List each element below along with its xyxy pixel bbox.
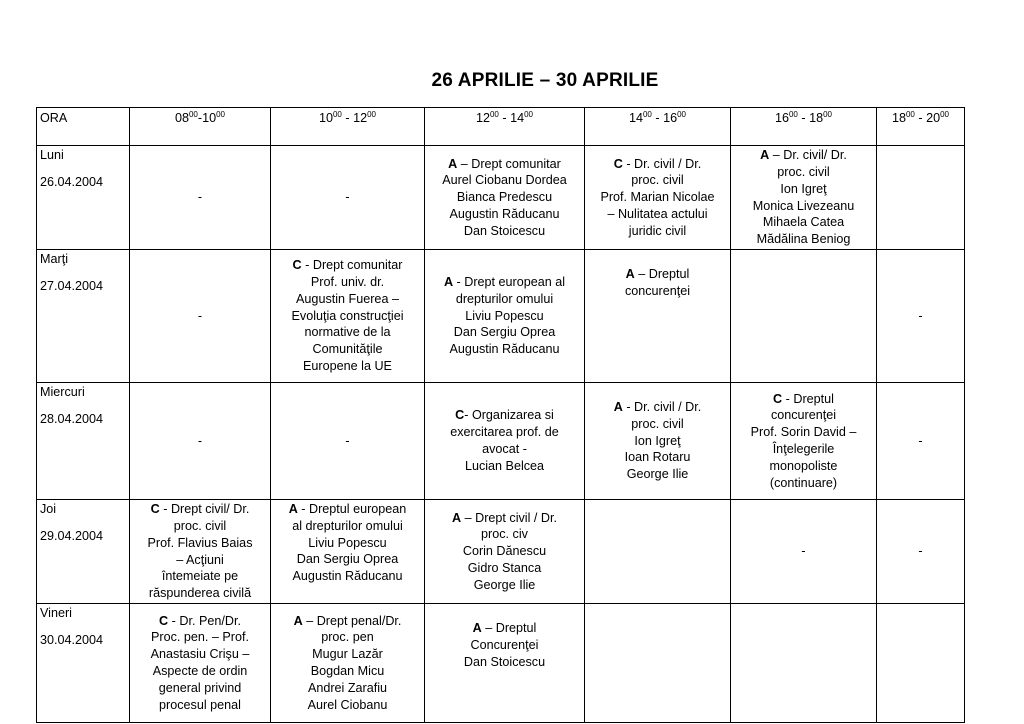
course-cell xyxy=(425,604,585,723)
course-cell xyxy=(731,500,877,604)
slot-start: 10 xyxy=(318,111,333,125)
course-cell xyxy=(271,500,425,604)
slot-start-minutes: 00 xyxy=(188,109,198,119)
course-text: – Drept civil / Dr. proc. civ Corin Dănescu Gidro Stanca George Ilie xyxy=(462,510,557,592)
table-row xyxy=(37,604,965,723)
course-cell xyxy=(130,383,271,500)
slot-start-minutes: 00 xyxy=(788,109,798,119)
slot-end-minutes: 00 xyxy=(216,109,226,119)
course-type: A xyxy=(760,148,770,163)
course-text: – Dr. civil/ Dr. proc. civil Ion Igreţ Monica Livezeanu Mihaela Catea Mădălina Beniog xyxy=(752,148,855,247)
course-text: - xyxy=(918,544,923,559)
slot-start-minutes: 00 xyxy=(905,109,915,119)
day-date: 29.04.2004 xyxy=(40,528,104,543)
course-cell xyxy=(425,146,585,250)
header-slot xyxy=(731,108,877,146)
slot-separator: - xyxy=(341,111,354,125)
slot-end-minutes: 00 xyxy=(940,109,950,119)
page-title: 26 APRILIE – 30 APRILIE xyxy=(431,70,659,91)
day-name: Marţi xyxy=(40,252,68,266)
day-date: 28.04.2004 xyxy=(40,411,104,426)
slot-end-minutes: 00 xyxy=(367,109,377,119)
slot-separator: - xyxy=(651,111,664,125)
course-text: – Dreptul concurenţei xyxy=(624,267,691,298)
course-type: A xyxy=(452,510,462,525)
slot-start: 14 xyxy=(628,111,643,125)
slot-start: 16 xyxy=(774,111,789,125)
day-cell xyxy=(37,250,130,383)
course-type: C xyxy=(292,258,302,273)
course-cell xyxy=(731,383,877,500)
day-name: Vineri xyxy=(40,606,72,620)
slot-end-minutes: 00 xyxy=(677,109,687,119)
course-text: – Dreptul Concurenţei Dan Stoicescu xyxy=(463,621,546,669)
course-type: C xyxy=(150,502,160,517)
header-row xyxy=(37,108,965,146)
course-cell xyxy=(877,500,965,604)
course-text: - Organizarea si exercitarea prof. de avocat - Lucian Belcea xyxy=(450,408,559,473)
slot-start-minutes: 00 xyxy=(489,109,499,119)
course-cell xyxy=(585,383,731,500)
day-date: 27.04.2004 xyxy=(40,278,104,293)
course-cell xyxy=(585,146,731,250)
slot-start: 12 xyxy=(475,111,490,125)
day-name: Miercuri xyxy=(40,385,85,399)
course-cell xyxy=(731,250,877,383)
course-cell xyxy=(731,604,877,723)
course-cell xyxy=(425,383,585,500)
slot-separator: - xyxy=(498,111,511,125)
course-cell xyxy=(877,383,965,500)
table-row xyxy=(37,383,965,500)
course-text: - xyxy=(918,433,923,448)
slot-end: 10 xyxy=(202,111,217,125)
table-row xyxy=(37,146,965,250)
course-cell xyxy=(731,146,877,250)
slot-end-minutes: 00 xyxy=(823,109,833,119)
course-type: A xyxy=(613,400,623,414)
course-type: A xyxy=(443,275,454,289)
slot-start-minutes: 00 xyxy=(642,109,652,119)
slot-end: 18 xyxy=(809,111,824,125)
course-type: C xyxy=(455,408,465,423)
day-date: 30.04.2004 xyxy=(40,632,104,647)
slot-end: 12 xyxy=(353,111,368,125)
course-text: - xyxy=(345,433,350,448)
course-cell xyxy=(425,500,585,604)
course-text: - Dreptul european al drepturilor omului Liviu Popescu Dan Sergiu Oprea Augustin Răducanu xyxy=(292,502,407,584)
course-text: - Drept european al drepturilor omului Liviu Popescu Dan Sergiu Oprea Augustin Răducanu xyxy=(449,275,566,357)
course-text: - Dr. Pen/Dr. Proc. pen. – Prof. Anastasiu Crişu – Aspecte de ordin general privind procesul penal xyxy=(150,613,250,712)
course-text: - xyxy=(345,190,350,205)
day-name: Luni xyxy=(40,148,64,162)
course-cell xyxy=(877,604,965,723)
course-type: A xyxy=(472,621,482,635)
header-ora: ORA xyxy=(37,108,130,146)
header-slot xyxy=(585,108,731,146)
course-cell xyxy=(130,146,271,250)
course-cell xyxy=(585,250,731,383)
course-cell xyxy=(271,146,425,250)
course-text: - Drept civil/ Dr. proc. civil Prof. Flavius Baias – Acţiuni întemeiate pe răspunderea civilă xyxy=(147,502,253,601)
course-cell xyxy=(130,604,271,723)
day-date: 26.04.2004 xyxy=(40,174,104,189)
course-type: C xyxy=(159,613,169,628)
day-cell xyxy=(37,383,130,500)
course-text: - Dr. civil / Dr. proc. civil Ion Igreţ Ioan Rotaru George Ilie xyxy=(624,400,702,482)
course-text: – Drept penal/Dr. proc. pen Mugur Lazăr Bogdan Micu Andrei Zarafiu Aurel Ciobanu xyxy=(306,613,402,712)
slot-start: 18 xyxy=(891,111,906,125)
day-cell xyxy=(37,500,130,604)
course-cell xyxy=(130,500,271,604)
course-cell xyxy=(877,146,965,250)
course-text: – Drept comunitar Aurel Ciobanu Dordea Bianca Predescu Augustin Răducanu Dan Stoicescu xyxy=(442,156,567,238)
course-type: A xyxy=(293,613,303,628)
course-text: - Dreptul concurenţei Prof. Sorin David – Înţelegerile monopoliste (continuare) xyxy=(750,391,857,490)
header-slot xyxy=(425,108,585,146)
table-row xyxy=(37,500,965,604)
course-cell xyxy=(877,250,965,383)
course-type: A xyxy=(288,502,298,516)
course-text: - xyxy=(197,190,203,205)
course-cell xyxy=(425,250,585,383)
course-cell xyxy=(130,250,271,383)
day-name: Joi xyxy=(40,502,57,516)
slot-start-minutes: 00 xyxy=(332,109,342,119)
header-slot xyxy=(130,108,271,146)
table-row xyxy=(37,250,965,383)
slot-end-minutes: 00 xyxy=(524,109,534,119)
course-cell xyxy=(271,604,425,723)
slot-end: 14 xyxy=(510,111,525,125)
course-cell xyxy=(585,500,731,604)
header-slot xyxy=(877,108,965,146)
course-cell xyxy=(585,604,731,723)
course-type: C xyxy=(613,156,623,171)
course-text: - xyxy=(801,544,806,559)
slot-separator: - xyxy=(797,111,810,125)
slot-end: 20 xyxy=(926,111,941,125)
header-slot xyxy=(271,108,425,146)
course-text: - Dr. civil / Dr. proc. civil Prof. Marian Nicolae – Nulitatea actului juridic civil xyxy=(600,156,715,238)
course-text: - xyxy=(918,308,923,323)
slot-separator: - xyxy=(914,111,927,125)
day-cell xyxy=(37,146,130,250)
slot-end: 16 xyxy=(663,111,678,125)
course-type: A xyxy=(625,267,635,281)
course-text: - Drept comunitar Prof. univ. dr. Augustin Fuerea – Evoluţia construcţiei normative de la Comunităţile Europene la UE xyxy=(291,258,404,373)
slot-separator: - xyxy=(197,111,203,125)
course-text: - xyxy=(197,433,203,448)
course-cell xyxy=(271,250,425,383)
schedule-table xyxy=(36,107,965,723)
course-cell xyxy=(271,383,425,500)
course-type: C xyxy=(773,391,783,406)
day-cell xyxy=(37,604,130,723)
course-type: A xyxy=(448,156,458,171)
slot-start: 08 xyxy=(174,111,189,125)
course-text: - xyxy=(197,308,203,323)
